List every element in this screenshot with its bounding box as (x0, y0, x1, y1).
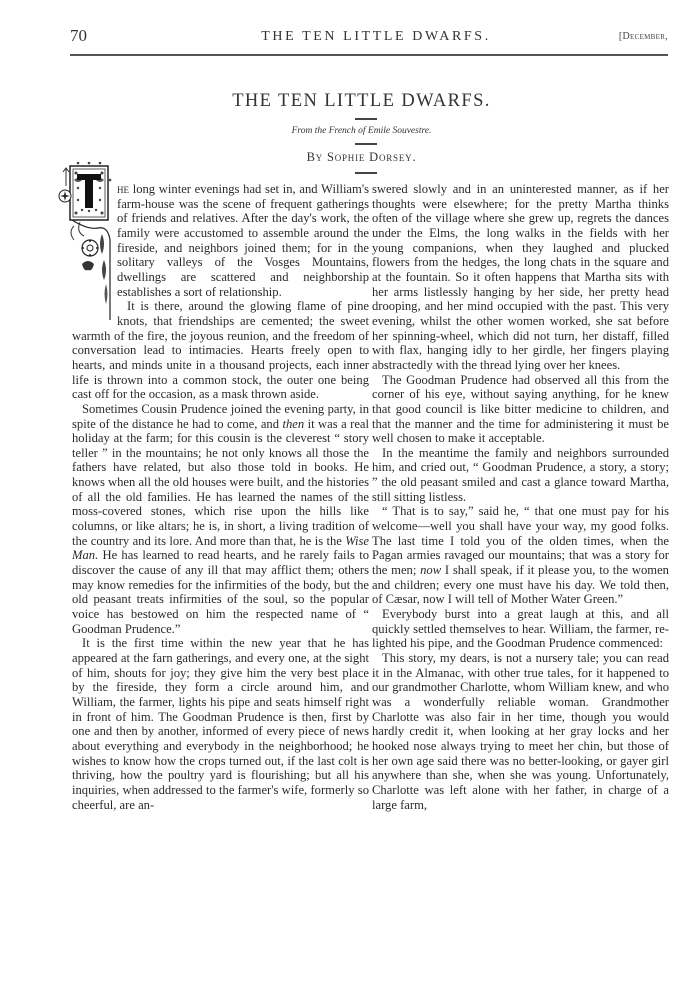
article-byline: By Sophie Dorsey. (306, 150, 417, 164)
paragraph: In the meantime the family and neighbors surrounded him, and cried out, “ Goodman Prudence, a story, a story; ” the old peasant smiled and cast a glance toward Martha, still sitting listless. (372, 445, 669, 504)
paragraph: swered slowly and in an uninterested manner, as if her thoughts were elsewhere; for the pretty Martha thinks often of the village where she grew up, regrets the dances under the Elms, the long walks in the fields with her young companions, when they laughed and plucked flowers from the hedges, the long chats in the square and at the fountain. So it often happens that Martha sits with her arms listlessly hanging by her side, her pretty head drooping, and her mind occupied with the past. This very evening, whilst the other women worked, she sat before her spinning-wheel, which did not turn, her distaff, filled with flax, hanging idly to her girdle, her fingers playing abstractedly with the thread lying over her knees. (372, 182, 669, 372)
paragraph: Sometimes Cousin Prudence joined the evening party, in spite of the distance he had to come, and then it was a real holiday at the farm; for this cousin is the cleverest “ story teller ” in the mountains; he not only knows all those the fathers have related, but also those told in books. He knows when all the old houses were built, and the histories of all the old families. He has learned the names of the moss-covered stones, which rise upon the hills like columns, or like altars; he is, in short, a living tradition of the country and its lore. And more than that, he is the Wise Man. He has learned to read hearts, and he rarely fails to discover the cause of any ill that may afflict them; others may know remedies for the infirmities of the body, but the old peasant treats infirmities of the soul, so the popular voice has bestowed on him the respected name of “ Goodman Prudence.” (72, 401, 370, 636)
paragraph: he long winter evenings had set in, and William's farm-house was the scene of frequent gatherings of friends and relatives. After the day's work, the family were accustomed to assemble around the fireside, and neighbors joined them; for in the solitary valleys of the Vosges Mountains, dwellings are scattered and neighborship establishes a sort of relationship. (72, 182, 369, 299)
paragraph: Everybody burst into a great laugh at this, and all quickly settled themselves to hear. William, the farmer, re-lighted his pipe, and the Goodman Prudence commenced: (372, 607, 669, 651)
paragraph: It is the first time within the new year that he has appeared at the farn gatherings, and every one, at the sight of him, shouts for joy; they give him the very best place by the fireside, they form a circle around him, and William, the farmer, lights his pipe and seats himself right in front of him. The Goodman Prudence is then, first by one and then by another, informed of every piece of news about everything and everybody in the neighborhood; he wishes to know how the crops turned out, if the last colt is thriving, how the poultry yard is flourishing; but all his inquiries, when addressed to the farmer's wife, formerly so cheerful, are an- (72, 636, 369, 812)
ornamental-initial-t-icon (58, 160, 113, 322)
article-subtitle: From the French of Emile Souvestre. (291, 126, 432, 136)
left-column (72, 182, 369, 812)
title-divider (355, 118, 377, 120)
running-head-month: [December, (618, 31, 668, 42)
page-header (70, 26, 668, 48)
paragraph: This story, my dears, is not a nursery tale; you can read it in the Almanac, with other true tales, for it happened to our grandmother Charlotte, whom William knew, and who was a wonderfully reliable woman. Grandmother Charlotte was also fair in her time, though you would hardly credit it, when looking at her gray locks and her hooked nose always trying to meet her chin, but those of her own age said there was no better-looking, or gayer girl anywhere than she, when she was young. Unfortunately, Charlotte was left alone with her father, in charge of a large farm, (372, 651, 669, 812)
drop-cap-lead: he (117, 182, 129, 196)
running-head: THE TEN LITTLE DWARFS. (261, 29, 491, 44)
subtitle-divider (355, 143, 377, 145)
byline-divider (355, 172, 377, 174)
paragraph: The Goodman Prudence had observed all this from the corner of his eye, without saying anything, for he knew that good council is like bitter medicine to children, and that the manner and the time for administering it must be well chosen to make it acceptable. (372, 372, 669, 446)
paragraph: “ That is to say,” said he, “ that one must pay for his welcome—well you shall have your way, my good folks. The last time I told you of the olden times, when the Pagan armies ravaged our mountains; that was a story for the men; now I shall speak, if it please you, to the women and children; every one must have his day. We told then, of Cæsar, now I will tell of Mother Water Green.” (372, 504, 669, 607)
article-title: THE TEN LITTLE DWARFS. (232, 91, 491, 111)
header-rule (70, 54, 668, 56)
paragraph: It is there, around the glowing flame of pine knots, that friendships are cemented; the sweet warmth of the fire, the joyous reunion, and the freedom of conversation lead to intimacies. Hearts freely open to hearts, and minds unite in a thousand projects, each inner life is thrown into a common stock, the outer one being cast off for the occasion, as a mask thrown aside. (72, 299, 369, 402)
right-column (372, 182, 669, 812)
page-number: 70 (70, 26, 87, 45)
